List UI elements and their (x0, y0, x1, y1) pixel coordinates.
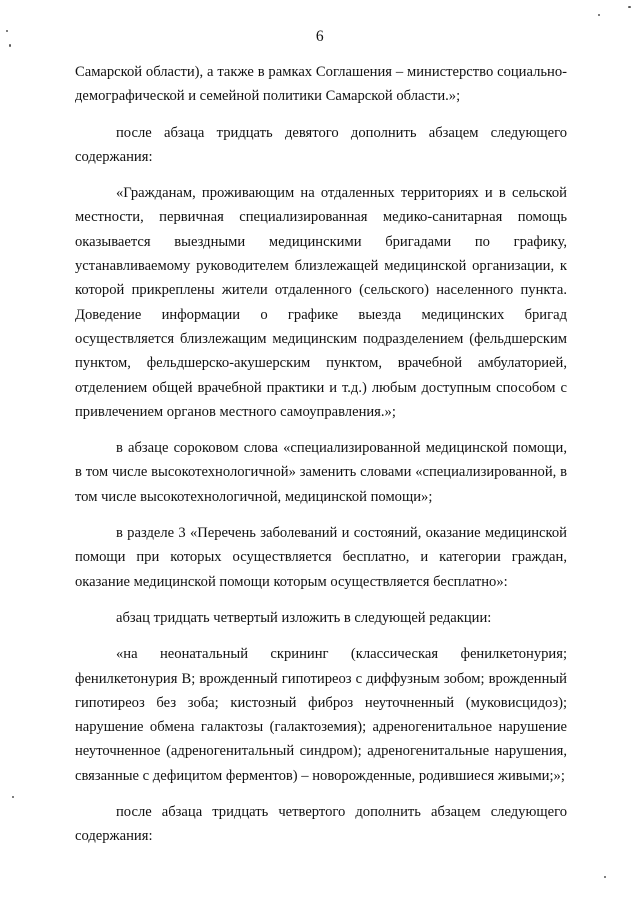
paragraph-continuation: Самарской области), а также в рамках Соглашения – министерство социально-демографической и семейной политики Самарской области.»; (75, 64, 567, 105)
scan-speck (6, 30, 8, 32)
scan-speck (12, 796, 14, 798)
paragraph: в абзаце сороковом слова «специализированной медицинской помощи, в том числе высокотехнологичной» заменить словами «специализированной, в том числе высокотехнологичной, медицинской помощи»; (75, 440, 567, 505)
paragraph: «Гражданам, проживающим на отдаленных территориях и в сельской местности, первичная специализированная медико-санитарная помощь оказывается выездными медицинскими бригадами по графику, устанавливаемому руководителем близлежащей медицинской организации, к которой прикреплены жители отдаленного (сельского) населенного пункта. Доведение информации о графике выезда медицинских бригад осуществляется близлежащим медицинским подразделением (фельдшерским пунктом, фельдшерско-акушерским пунктом, врачебной амбулаторией, отделением общей врачебной практики и т.д.) любым доступным способом с привлечением органов местного самоуправления.»; (75, 185, 567, 420)
paragraph: абзац тридцать четвертый изложить в следующей редакции: (116, 609, 492, 626)
scan-speck (628, 6, 631, 8)
paragraph: после абзаца тридцать девятого дополнить абзацем следующего содержания: (75, 124, 567, 165)
paragraph: после абзаца тридцать четвертого дополнить абзацем следующего содержания: (75, 804, 567, 845)
scan-speck (604, 876, 606, 878)
paragraph: «на неонатальный скрининг (классическая фенилкетонурия; фенилкетонурия В; врожденный гипотиреоз с диффузным зобом; врожденный гипотиреоз без зоба; кистозный фиброз неуточненный (муковисцидоз); нарушение обмена галактозы (галактоземия); адреногенитальное нарушение неуточненное (адреногенитальный синдром); адреногенитальные нарушения, связанные с дефицитом ферментов) – новорожденные, родившиеся живыми;»; (75, 646, 567, 784)
scan-speck (9, 44, 11, 47)
page-number: 6 (315, 28, 325, 45)
scan-speck (598, 14, 600, 16)
document-body (75, 60, 567, 861)
paragraph: в разделе 3 «Перечень заболеваний и состояний, оказание медицинской помощи при которых осуществляется бесплатно, и категории граждан, оказание медицинской помощи которым осуществляется бесплатно»: (75, 525, 567, 590)
